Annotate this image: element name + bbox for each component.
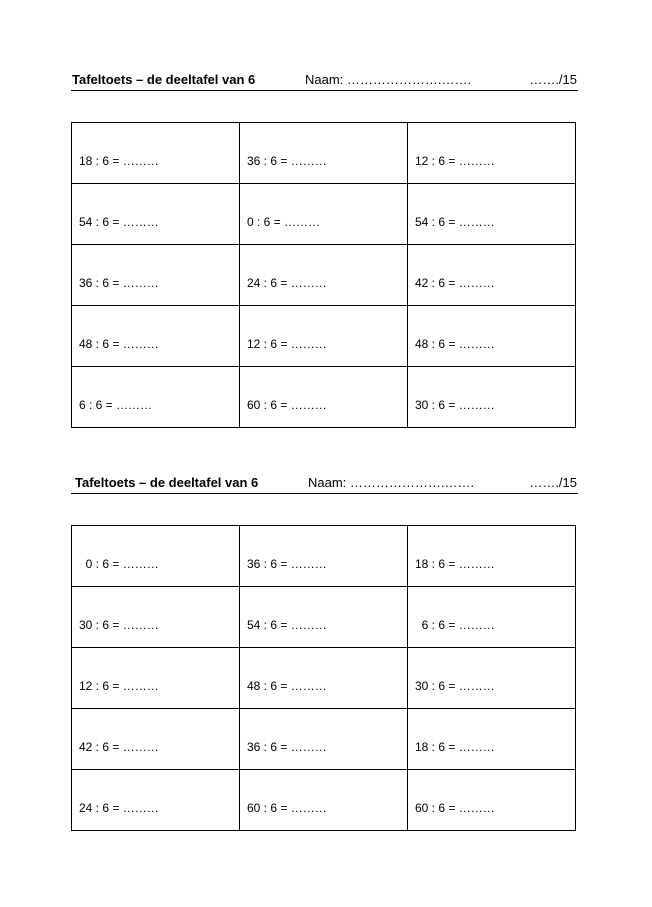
grid-row bbox=[72, 306, 576, 367]
exercise-cell bbox=[408, 245, 576, 306]
exercise-text: 42 : 6 = ……… bbox=[415, 276, 495, 290]
exercise-cell bbox=[240, 770, 408, 831]
exercise-cell bbox=[72, 123, 240, 184]
exercise-cell bbox=[72, 184, 240, 245]
exercise-grid bbox=[71, 525, 576, 831]
grid-row bbox=[72, 587, 576, 648]
exercise-cell bbox=[240, 587, 408, 648]
exercise-text: 12 : 6 = ……… bbox=[247, 337, 327, 351]
exercise-cell bbox=[72, 587, 240, 648]
test-header bbox=[71, 473, 578, 494]
exercise-cell bbox=[240, 526, 408, 587]
exercise-text: 36 : 6 = ……… bbox=[247, 557, 327, 571]
exercise-grid bbox=[71, 122, 576, 428]
exercise-text: 24 : 6 = ……… bbox=[79, 801, 159, 815]
exercise-text: 48 : 6 = ……… bbox=[79, 337, 159, 351]
exercise-cell bbox=[240, 709, 408, 770]
test-title: Tafeltoets – de deeltafel van 6 bbox=[72, 72, 256, 87]
grid-row bbox=[72, 770, 576, 831]
test-title: Tafeltoets – de deeltafel van 6 bbox=[75, 475, 259, 490]
exercise-text: 0 : 6 = ……… bbox=[79, 557, 159, 571]
exercise-cell bbox=[72, 306, 240, 367]
exercise-text: 18 : 6 = ……… bbox=[415, 557, 495, 571]
exercise-cell bbox=[72, 770, 240, 831]
exercise-cell bbox=[240, 367, 408, 428]
grid-row bbox=[72, 367, 576, 428]
grid-row bbox=[72, 648, 576, 709]
score-field: ……./15 bbox=[529, 475, 577, 490]
exercise-text: 54 : 6 = ……… bbox=[247, 618, 327, 632]
exercise-cell bbox=[408, 367, 576, 428]
exercise-text: 6 : 6 = ……… bbox=[79, 398, 153, 412]
exercise-cell bbox=[408, 526, 576, 587]
exercise-cell bbox=[408, 123, 576, 184]
exercise-text: 42 : 6 = ……… bbox=[79, 740, 159, 754]
exercise-text: 18 : 6 = ……… bbox=[79, 154, 159, 168]
exercise-text: 60 : 6 = ……… bbox=[415, 801, 495, 815]
exercise-cell bbox=[72, 648, 240, 709]
grid-row bbox=[72, 184, 576, 245]
exercise-cell bbox=[240, 245, 408, 306]
exercise-text: 60 : 6 = ……… bbox=[247, 801, 327, 815]
exercise-cell bbox=[240, 648, 408, 709]
exercise-text: 36 : 6 = ……… bbox=[247, 154, 327, 168]
grid-row bbox=[72, 709, 576, 770]
grid-row bbox=[72, 123, 576, 184]
exercise-text: 36 : 6 = ……… bbox=[79, 276, 159, 290]
exercise-cell bbox=[72, 367, 240, 428]
exercise-text: 24 : 6 = ……… bbox=[247, 276, 327, 290]
exercise-cell bbox=[408, 587, 576, 648]
exercise-text: 54 : 6 = ……… bbox=[415, 215, 495, 229]
exercise-cell bbox=[240, 306, 408, 367]
score-field: ……./15 bbox=[529, 72, 577, 87]
exercise-text: 54 : 6 = ……… bbox=[79, 215, 159, 229]
exercise-cell bbox=[408, 648, 576, 709]
exercise-text: 36 : 6 = ……… bbox=[247, 740, 327, 754]
exercise-cell bbox=[240, 123, 408, 184]
grid-row bbox=[72, 245, 576, 306]
exercise-text: 30 : 6 = ……… bbox=[79, 618, 159, 632]
exercise-text: 12 : 6 = ……… bbox=[79, 679, 159, 693]
exercise-text: 0 : 6 = ……… bbox=[247, 215, 321, 229]
test-header bbox=[71, 70, 578, 91]
grid-row bbox=[72, 526, 576, 587]
exercise-text: 12 : 6 = ……… bbox=[415, 154, 495, 168]
name-field: Naam: ………………….……. bbox=[308, 475, 475, 490]
exercise-text: 30 : 6 = ……… bbox=[415, 398, 495, 412]
exercise-cell bbox=[408, 184, 576, 245]
exercise-cell bbox=[72, 245, 240, 306]
exercise-text: 48 : 6 = ……… bbox=[247, 679, 327, 693]
exercise-text: 30 : 6 = ……… bbox=[415, 679, 495, 693]
exercise-text: 18 : 6 = ……… bbox=[415, 740, 495, 754]
exercise-text: 6 : 6 = ……… bbox=[415, 618, 495, 632]
exercise-cell bbox=[408, 709, 576, 770]
exercise-cell bbox=[72, 709, 240, 770]
exercise-text: 48 : 6 = ……… bbox=[415, 337, 495, 351]
exercise-text: 60 : 6 = ……… bbox=[247, 398, 327, 412]
exercise-cell bbox=[408, 306, 576, 367]
name-field: Naam: ………………….……. bbox=[305, 72, 472, 87]
exercise-cell bbox=[240, 184, 408, 245]
exercise-cell bbox=[72, 526, 240, 587]
exercise-cell bbox=[408, 770, 576, 831]
